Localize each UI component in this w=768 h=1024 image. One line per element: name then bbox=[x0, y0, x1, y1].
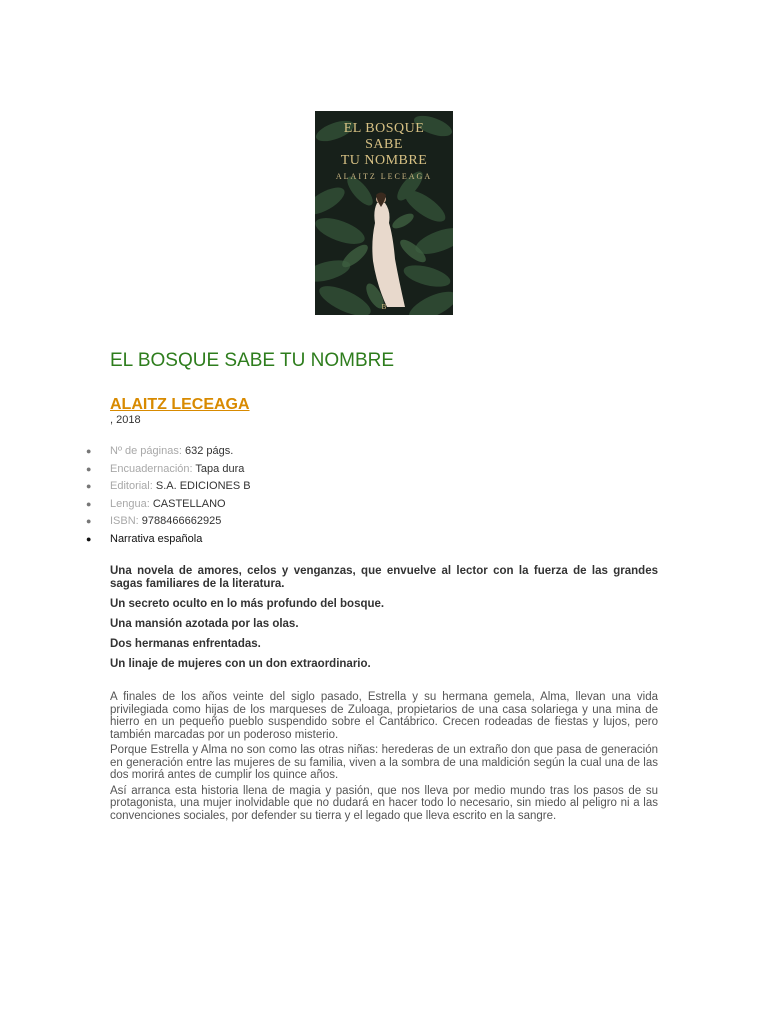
synopsis-paragraph: Porque Estrella y Alma no son como las otras niñas: herederas de un extraño don que pasa de generación en generación entre las mujeres de su familia, viven a la sombra de una maldición según la cual una de las dos morirá antes de cumplir los quince años. bbox=[110, 744, 658, 781]
bullet-icon: ● bbox=[86, 533, 92, 544]
bullet-icon: ● bbox=[86, 481, 92, 491]
detail-pages bbox=[86, 444, 251, 462]
detail-value: 632 págs. bbox=[184, 445, 234, 457]
detail-label: Encuadernación: bbox=[110, 462, 193, 475]
book-cover-image bbox=[315, 111, 453, 315]
detail-value: Tapa dura bbox=[195, 462, 245, 475]
bullet-icon: ● bbox=[86, 498, 92, 509]
author-link[interactable]: ALAITZ LECEAGA bbox=[110, 396, 250, 413]
synopsis-highlight: Un linaje de mujeres con un don extraordinario. bbox=[110, 658, 371, 670]
bullet-icon: ● bbox=[86, 446, 92, 456]
synopsis-highlights bbox=[110, 565, 658, 678]
detail-value: 9788466662925 bbox=[141, 515, 222, 527]
cover-title-line-3: TU NOMBRE bbox=[340, 153, 428, 168]
detail-publisher bbox=[86, 479, 251, 497]
cover-title-line-2: SABE bbox=[365, 137, 403, 152]
detail-genre bbox=[86, 532, 251, 550]
book-details-list bbox=[86, 444, 251, 549]
detail-value: S.A. EDICIONES B bbox=[155, 480, 251, 492]
publication-year: , 2018 bbox=[110, 414, 141, 426]
cover-title bbox=[315, 121, 453, 169]
synopsis-paragraph: A finales de los años veinte del siglo pasado, Estrella y su hermana gemela, Alma, llevan una vida privilegiada como hijas de los marqueses de Zuloaga, propietarios de una casa solariega y una mina de hierro en un pequeño pueblo suspendido sobre el Cantábrico. Crecen rodeadas de fiestas y lujos, pero también marcadas por un poderoso misterio. bbox=[110, 691, 658, 741]
genre-link[interactable]: Narrativa española bbox=[110, 532, 203, 545]
synopsis-paragraph: Así arranca esta historia llena de magia y pasión, que nos lleva por medio mundo tras los pasos de su protagonista, una mujer inolvidable que no dudará en hacer todo lo necesario, sin miedo al peligro ni a las convenciones sociales, por defender su tierra y el legado que lleva escrito en la sangre. bbox=[110, 784, 658, 822]
cover-title-line-1: EL BOSQUE bbox=[343, 121, 425, 136]
detail-isbn bbox=[86, 514, 251, 532]
detail-binding bbox=[86, 462, 251, 480]
synopsis-highlight: Dos hermanas enfrentadas. bbox=[110, 638, 261, 650]
detail-language bbox=[86, 497, 251, 515]
svg-text:B: B bbox=[381, 303, 387, 311]
detail-label: Editorial: bbox=[110, 480, 153, 492]
detail-label: Lengua: bbox=[110, 497, 150, 510]
bullet-icon: ● bbox=[86, 516, 92, 526]
detail-label: ISBN: bbox=[110, 515, 139, 527]
synopsis-highlight: Una novela de amores, celos y venganzas, que envuelve al lector con la fuerza de las grandes sagas familiares de la literatura. bbox=[110, 565, 658, 590]
book-title: EL BOSQUE SABE TU NOMBRE bbox=[110, 350, 395, 371]
synopsis-body bbox=[110, 691, 658, 825]
detail-value: CASTELLANO bbox=[152, 497, 226, 510]
detail-label: Nº de páginas: bbox=[110, 445, 182, 457]
synopsis-highlight: Un secreto oculto en lo más profundo del bosque. bbox=[110, 598, 385, 610]
bullet-icon: ● bbox=[86, 463, 92, 474]
synopsis-highlight: Una mansión azotada por las olas. bbox=[110, 618, 299, 630]
cover-author: ALAITZ LECEAGA bbox=[335, 172, 433, 181]
